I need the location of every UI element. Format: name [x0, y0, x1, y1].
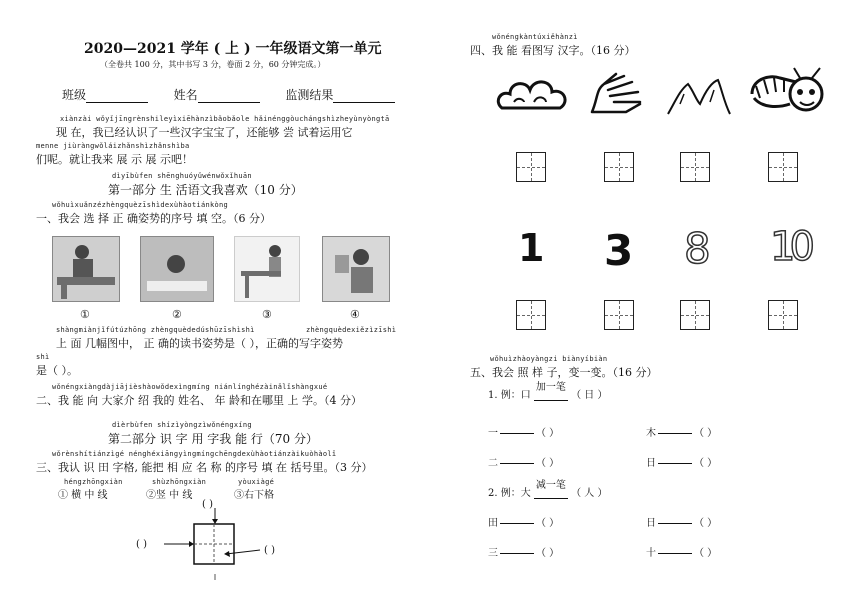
desk-leg [61, 285, 67, 299]
option-3: ③右下格 [234, 490, 274, 501]
q5-pinyin: wǒhuìzhàoyàngzi biànyíbiàn [490, 355, 608, 363]
answer-box-number-10[interactable] [768, 300, 798, 330]
picture-label-2: ② [172, 308, 182, 321]
caterpillar-drawing [748, 64, 828, 120]
answer-paren[interactable]: （ ） [536, 518, 560, 529]
answer-paren[interactable]: （ ） [694, 458, 718, 469]
q4-text: 四、我 能 看图写 汉字。（16 分） [470, 44, 636, 57]
q4-pinyin: wǒnéngkàntúxiěhànzì [492, 33, 578, 41]
answer-paren[interactable]: （ ） [694, 428, 718, 439]
caterpillar-eye-right [809, 89, 815, 95]
cloud-outline [498, 82, 565, 108]
posture-picture-1 [52, 236, 120, 302]
mountain-outline [668, 80, 730, 114]
q1-pinyin: wǒhuìxuǎnzézhèngquèzīshìdexùhàotiánkòng [52, 201, 229, 209]
name-label: 姓名 [173, 88, 198, 102]
example-2 [488, 480, 608, 499]
desk [57, 277, 115, 285]
answer-paren[interactable]: （ ） [536, 458, 560, 469]
child-body [351, 267, 373, 293]
source-char: 木 [646, 428, 656, 439]
book [335, 255, 349, 273]
answer-box-number-1[interactable] [516, 300, 546, 330]
answer-box-number-3[interactable] [604, 300, 634, 330]
arrow-right-head [224, 551, 230, 557]
cloud-drawing [494, 72, 574, 122]
intro-line-2: 们呢。就让我来 展 示 展 示吧！ [36, 153, 193, 166]
answer-box-caterpillar[interactable] [768, 152, 798, 182]
picture-label-1: ① [80, 308, 90, 321]
answer-paren[interactable]: （ ） [694, 548, 718, 559]
name-field[interactable] [198, 92, 260, 103]
q1a-pinyin: shàngmiànjǐfútúzhōng zhèngquèdedúshūzīshìshì [56, 326, 255, 334]
part2-pinyin: dìèrbùfen shízìyòngzìwǒnéngxíng [112, 421, 252, 429]
child-head [269, 245, 281, 257]
info-row [62, 86, 395, 103]
hand-drawing [586, 68, 652, 118]
transform-row-6 [646, 514, 717, 529]
answer-paren[interactable]: （ ） [694, 518, 718, 529]
hand-outline [592, 74, 640, 112]
number-1: 1 [518, 226, 545, 270]
answer-box-mountain[interactable] [680, 152, 710, 182]
example-2-result: （ 人 ） [571, 488, 608, 499]
source-char: 十 [646, 548, 656, 559]
answer-paren[interactable]: （ ） [536, 428, 560, 439]
example-2-over: 减一笔 [535, 480, 566, 491]
example-1-over: 加一笔 [535, 382, 566, 393]
row-arrow [658, 553, 692, 554]
tianzi-grid-diagram [160, 506, 280, 586]
source-char: 田 [488, 518, 498, 529]
row-arrow [500, 463, 534, 464]
desk-leg [245, 276, 249, 298]
caterpillar-mouth [800, 102, 814, 105]
transform-row-5 [488, 514, 559, 529]
grid-answer-left[interactable]: ( ) [136, 539, 147, 550]
example-2-arrow [534, 480, 568, 499]
q1b-pinyin: shì [36, 353, 50, 361]
mountain-detail [680, 90, 714, 104]
answer-box-number-8[interactable] [680, 300, 710, 330]
result-field[interactable] [333, 92, 395, 103]
row-arrow [658, 523, 692, 524]
q1-text: 一、我会 选 择 正 确姿势的序号 填 空。（6 分） [36, 212, 271, 225]
source-char: 三 [488, 548, 498, 559]
number-8: 8 [684, 224, 711, 273]
option-2: ②竖 中 线 [146, 490, 193, 501]
posture-picture-2 [140, 236, 214, 302]
grid-answer-top[interactable]: ( ) [202, 499, 213, 510]
transform-row-7 [488, 544, 559, 559]
transform-row-1 [488, 424, 559, 439]
part2-title: 第二部分 识 字 用 字我 能 行（70 分） [108, 432, 318, 446]
caterpillar-eye-left [797, 89, 803, 95]
transform-row-3 [488, 454, 559, 469]
arrow-right [226, 550, 260, 554]
mountain-drawing [664, 70, 734, 120]
intro-line-1: 现 在，我已经认识了一些汉字宝宝了，还能够 尝 试着运用它 [56, 126, 353, 139]
number-10: 10 [770, 224, 809, 270]
part1-title: 第一部分 生 活语文我喜欢（10 分） [108, 183, 303, 197]
example-1-arrow [534, 382, 568, 401]
child-head [167, 255, 185, 273]
source-char: 二 [488, 458, 498, 469]
example-1-lead: 1. 例：口 [488, 390, 531, 401]
example-1-result: （ 日 ） [571, 390, 608, 401]
row-arrow [500, 553, 534, 554]
result-label: 监测结果 [285, 88, 334, 102]
transform-row-4 [646, 454, 717, 469]
q1a-line: 上 面 几幅图中， 正 确的读书姿势是（ ），正确的写字姿势 [56, 337, 343, 350]
q1b-line: 是（ ）。 [36, 364, 78, 377]
q2-text: 二、我 能 向 大家介 绍 我的 姓名、 年 龄和在哪里 上 学。（4 分） [36, 394, 362, 407]
intro-pinyin-1: xiànzài wǒyǐjīngrènshileyìxiēhànzìbǎobǎole hǎinénggòuchángshìzheyùnyòngtā [60, 115, 390, 123]
posture-picture-4 [322, 236, 390, 302]
option1-pinyin: héngzhōngxiàn [64, 478, 123, 486]
option-1: ① 横 中 线 [58, 490, 108, 501]
transform-row-2 [646, 424, 717, 439]
row-arrow [658, 433, 692, 434]
q1a-pinyin-2: zhèngquèdexiězìzīshì [306, 326, 397, 334]
intro-pinyin-2: menne jiùràngwǒláizhǎnshìzhǎnshìba [36, 142, 190, 150]
cloud-swirl [514, 97, 546, 102]
part1-pinyin: dìyībùfen shēnghuóyǔwénwǒxǐhuān [112, 172, 252, 180]
number-3: 3 [604, 226, 634, 275]
exam-subtitle: （全卷共 100 分，其中书写 3 分，卷面 2 分，60 分钟完成。） [100, 60, 326, 69]
example-1 [488, 382, 608, 401]
grid-answer-right[interactable]: ( ) [264, 545, 275, 556]
q5-text: 五、我会 照 样 子，变一变。（16 分） [470, 366, 658, 379]
caterpillar-antennae [794, 68, 820, 78]
class-field[interactable] [86, 92, 148, 103]
class-label: 班级 [62, 88, 87, 102]
option3-pinyin: yòuxiàgé [238, 478, 275, 486]
posture-picture-3 [234, 236, 300, 302]
q2-pinyin: wǒnéngxiàngdàjiājièshàowǒdexìngmíng niánlínghézàinǎlǐshàngxué [52, 383, 328, 391]
q3-text: 三、我认 识 田 字格, 能把 相 应 名 称 的序号 填 在 括号里。（3 分） [36, 461, 373, 474]
answer-box-hand[interactable] [604, 152, 634, 182]
row-arrow [500, 433, 534, 434]
exam-title: 2020—2021 学年 ( 上 ) 一年级语文第一单元 [84, 41, 382, 57]
q3-pinyin: wǒrènshítiánzìgé nénghéxiāngyìngmíngchēngdexùhàotiánzàikuòhàolǐ [52, 450, 337, 458]
answer-box-cloud[interactable] [516, 152, 546, 182]
caterpillar-body-bottom [754, 98, 790, 106]
row-arrow [658, 463, 692, 464]
row-arrow [500, 523, 534, 524]
transform-row-8 [646, 544, 717, 559]
source-char: 日 [646, 518, 656, 529]
option2-pinyin: shùzhōngxiàn [152, 478, 207, 486]
source-char: 日 [646, 458, 656, 469]
picture-label-3: ③ [262, 308, 272, 321]
child-head [353, 249, 369, 265]
desk [147, 281, 207, 291]
picture-label-4: ④ [350, 308, 360, 321]
child-head [75, 245, 89, 259]
example-2-lead: 2. 例：大 [488, 488, 531, 499]
source-char: 一 [488, 428, 498, 439]
answer-paren[interactable]: （ ） [536, 548, 560, 559]
